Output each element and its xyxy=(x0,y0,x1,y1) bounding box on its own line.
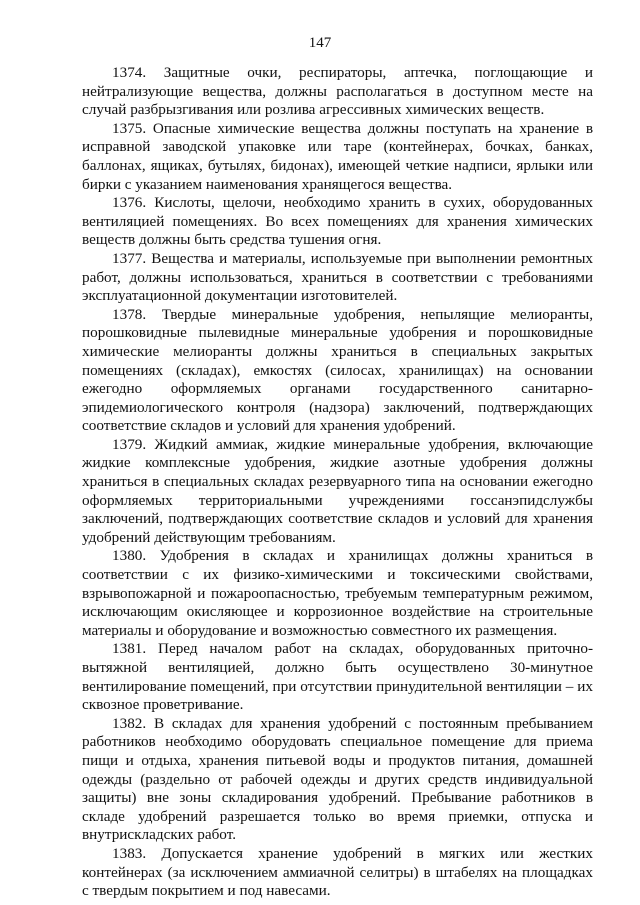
paragraph-1382: 1382. В складах для хранения удобрений с постоянным пребыванием работников необходимо оборудовать специальное помещение для приема пищи и отдыха, хранения питьевой воды и продуктов питания, домашней одежды (раздельно от рабочей одежды и других средств индивидуальной защиты) вне зоны складирования удобрений. Пребывание работников в складе удобрений разрешается только во время приемки, отпуска и внутрискладских работ. xyxy=(82,714,593,844)
paragraph-1380: 1380. Удобрения в складах и хранилищах должны храниться в соответствии с их физико-химическими и токсическими свойствами, взрывопожарной и пожароопасностью, требуемым температурным режимом, исключающим окисляющее и коррозионное воздействие на строительные материалы и оборудование и возможностью совместного их размещения. xyxy=(82,547,593,639)
paragraph-1383: 1383. Допускается хранение удобрений в мягких или жестких контейнерах (за исключением аммиачной селитры) в штабелях на площадках с твердым покрытием и под навесами. xyxy=(82,844,593,900)
paragraph-1375: 1375. Опасные химические вещества должны поступать на хранение в исправной заводской упаковке или таре (контейнерах, бочках, банках, баллонах, ящиках, бутылях, бидонах), имеющей четкие надписи, ярлыки или бирки с указанием наименования хранящегося вещества. xyxy=(82,119,593,193)
paragraph-1374: 1374. Защитные очки, респираторы, аптечка, поглощающие и нейтрализующие вещества, должны располагаться в доступном месте на случай разбрызгивания или розлива агрессивных химических веществ. xyxy=(82,64,593,119)
page-number: 147 xyxy=(308,35,332,51)
paragraph-1381: 1381. Перед началом работ на складах, оборудованных приточно-вытяжной вентиляцией, должно быть осуществлено 30-минутное вентилирование помещений, при отсутствии принудительной вентиляции – их сквозное проветривание. xyxy=(82,640,593,714)
document-body xyxy=(82,64,593,901)
paragraph-1376: 1376. Кислоты, щелочи, необходимо хранить в сухих, оборудованных вентиляцией помещениях. Во всех помещениях для хранения химических веществ должны быть средства тушения огня. xyxy=(82,194,593,249)
paragraph-1379: 1379. Жидкий аммиак, жидкие минеральные удобрения, включающие жидкие комплексные удобрения, жидкие азотные удобрения должны храниться в специальных складах резервуарного типа на основании ежегодно оформляемых территориальными учреждениями госсанэпидслужбы заключений, подтверждающих соответствие складов и условий для хранения удобрений действующим требованиям. xyxy=(82,435,593,546)
paragraph-1377: 1377. Вещества и материалы, используемые при выполнении ремонтных работ, должны использоваться, храниться в соответствии с требованиями эксплуатационной документации изготовителей. xyxy=(82,249,593,305)
paragraph-1378: 1378. Твердые минеральные удобрения, непылящие мелиоранты, порошковидные пылевидные минеральные удобрения и порошковидные химические мелиоранты должны храниться в специальных закрытых помещениях (складах), емкостях (силосах, хранилищах) на основании ежегодно оформляемых органами государственного санитарно-эпидемиологического контроля (надзора) заключений, подтверждающих соответствие складов и условий для хранения удобрений. xyxy=(82,305,593,435)
